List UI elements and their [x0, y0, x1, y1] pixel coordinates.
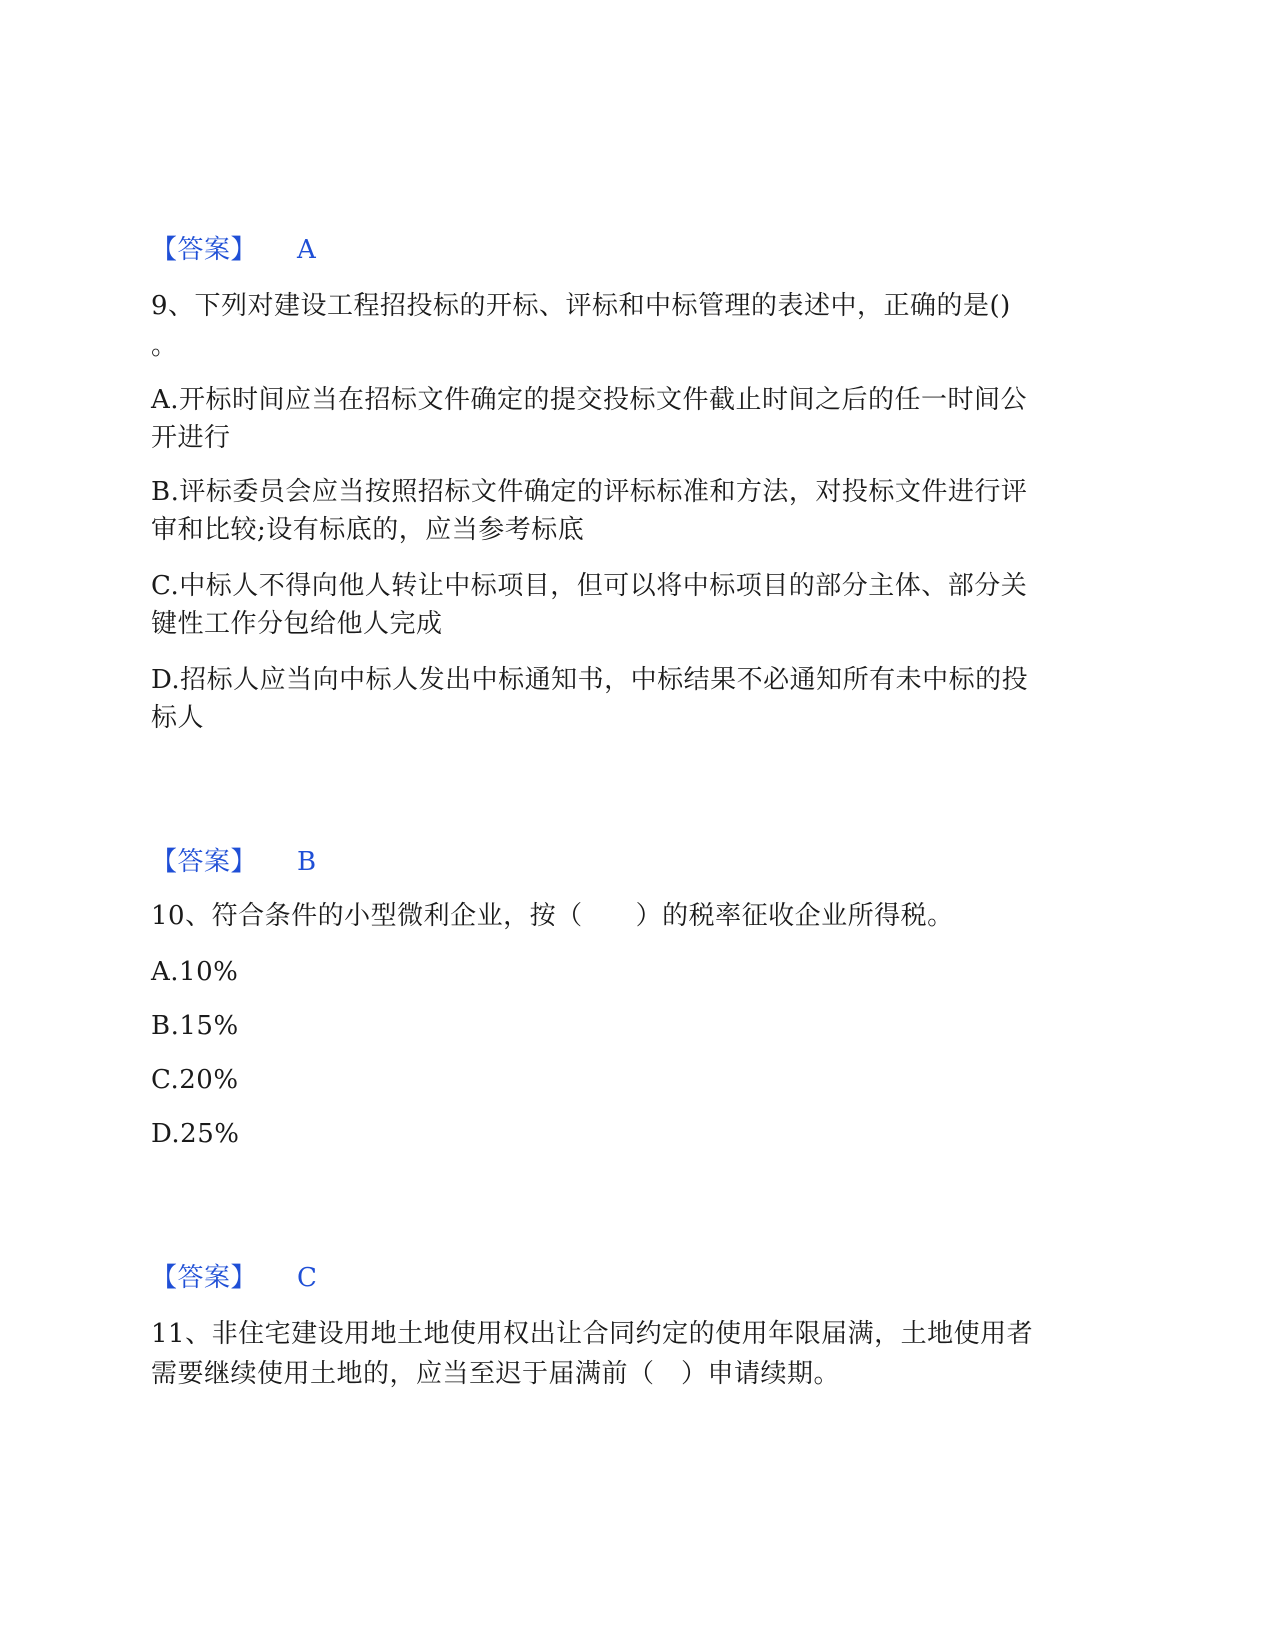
answer-value: A — [297, 235, 317, 265]
question-9-option-b-cont: 审和比较;设有标底的，应当参考标底 — [151, 515, 585, 545]
answer-line-q9 — [151, 842, 317, 882]
question-9-option-a-cont: 开进行 — [151, 423, 231, 453]
question-9-option-a: A.开标时间应当在招标文件确定的提交投标文件截止时间之后的任一时间公 — [151, 385, 1028, 415]
answer-label: 【答案】 — [151, 1263, 258, 1293]
question-9-stem: 9、下列对建设工程招投标的开标、评标和中标管理的表述中，正确的是() — [151, 291, 1011, 321]
question-9-option-c-cont: 键性工作分包给他人完成 — [151, 609, 443, 639]
question-10-option-d: D.25% — [151, 1119, 240, 1149]
question-9-option-d: D.招标人应当向中标人发出中标通知书，中标结果不必通知所有未中标的投 — [151, 665, 1029, 695]
answer-value: B — [297, 847, 317, 877]
question-9-option-d-cont: 标人 — [151, 703, 205, 733]
question-10-option-b: B.15% — [151, 1011, 239, 1041]
question-10-stem: 10、符合条件的小型微利企业，按（ ）的税率征收企业所得税。 — [151, 901, 954, 931]
question-9-option-b: B.评标委员会应当按照招标文件确定的评标标准和方法，对投标文件进行评 — [151, 477, 1028, 507]
answer-label: 【答案】 — [151, 847, 258, 877]
answer-line-q10 — [151, 1258, 317, 1298]
question-11-stem-cont: 需要继续使用土地的，应当至迟于届满前（ ）申请续期。 — [151, 1359, 841, 1389]
answer-value: C — [297, 1263, 318, 1293]
question-10-option-a: A.10% — [151, 957, 239, 987]
question-11-stem: 11、非住宅建设用地土地使用权出让合同约定的使用年限届满，土地使用者 — [151, 1319, 1034, 1349]
question-9-stem-cont: 。 — [151, 331, 178, 361]
answer-label: 【答案】 — [151, 235, 258, 265]
question-10-option-c: C.20% — [151, 1065, 239, 1095]
question-9-option-c: C.中标人不得向他人转让中标项目，但可以将中标项目的部分主体、部分关 — [151, 571, 1028, 601]
answer-line-q8 — [151, 230, 316, 270]
